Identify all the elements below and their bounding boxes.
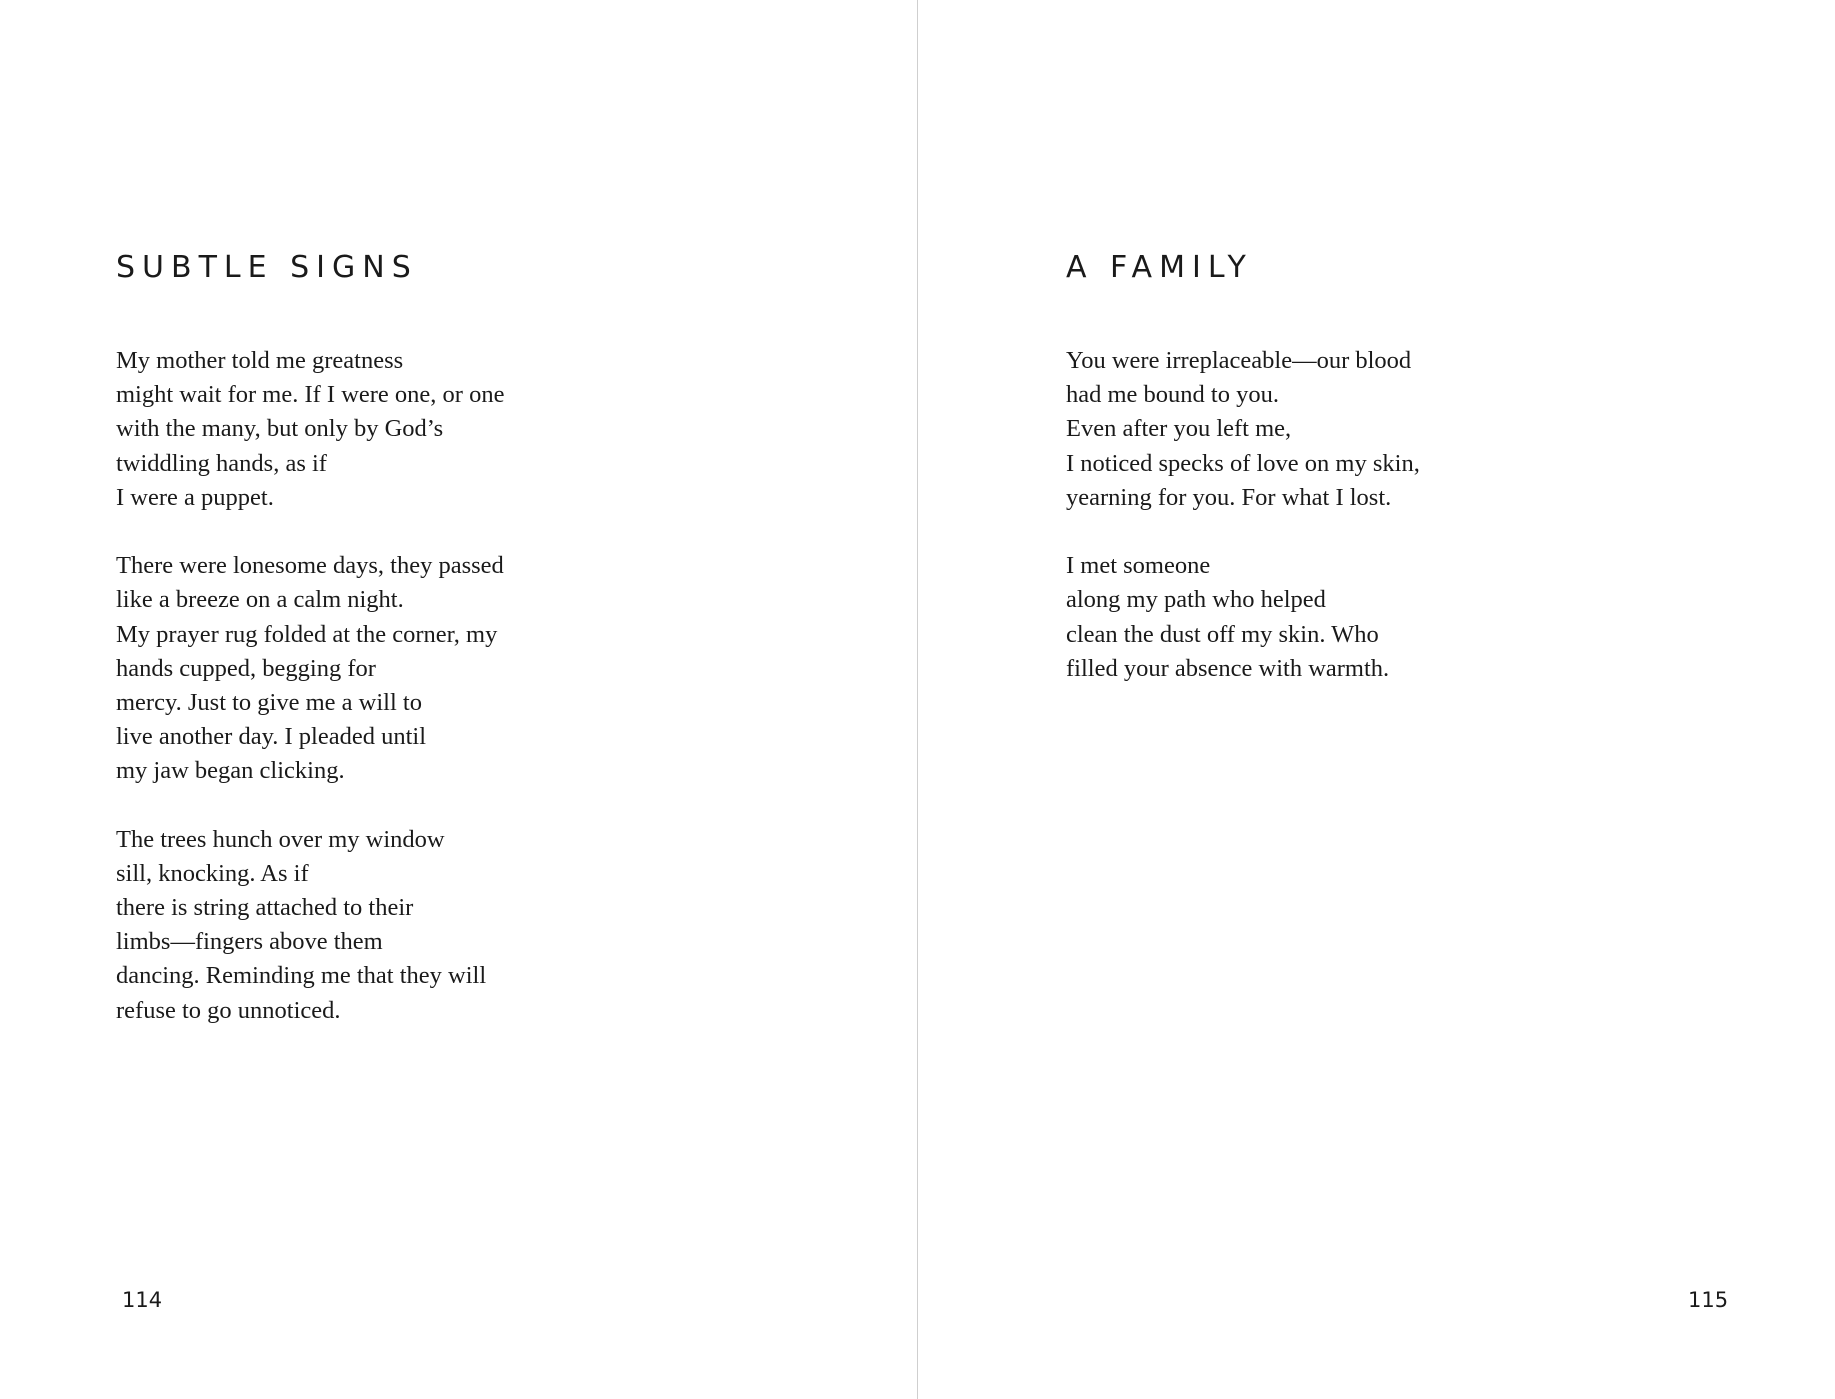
poem-line: limbs—fingers above them: [116, 928, 383, 956]
poem-line: live another day. I pleaded until: [116, 723, 426, 751]
poem-line: I met someone: [1066, 552, 1211, 580]
poem-title: A FAMILY: [1066, 250, 1253, 285]
poem-title: SUBTLE SIGNS: [116, 250, 418, 285]
poem-line: I noticed specks of love on my skin,: [1066, 449, 1420, 477]
poem-line: had me bound to you.: [1066, 381, 1279, 409]
poem-line: My prayer rug folded at the corner, my: [116, 620, 498, 648]
poem-line: clean the dust off my skin. Who: [1066, 620, 1379, 648]
stanza: [116, 549, 504, 788]
poem-line: with the many, but only by God’s: [116, 415, 444, 443]
poem-body: [1066, 344, 1420, 720]
right-page: [918, 0, 1835, 1399]
stanza: [1066, 549, 1420, 686]
stanza: [116, 344, 504, 515]
poem-line: The trees hunch over my window: [116, 825, 445, 853]
poem-line: filled your absence with warmth.: [1066, 654, 1390, 682]
poem-line: sill, knocking. As if: [116, 859, 309, 887]
poem-line: there is string attached to their: [116, 894, 414, 921]
poem-line: my jaw began clicking.: [116, 757, 345, 785]
poem-line: My mother told me greatness: [116, 347, 404, 374]
poem-line: yearning for you. For what I lost.: [1066, 483, 1392, 511]
page-number: 114: [122, 1288, 163, 1312]
poem-line: hands cupped, begging for: [116, 654, 376, 682]
poem-line: There were lonesome days, they passed: [116, 552, 504, 580]
page-number: 115: [1688, 1288, 1729, 1312]
stanza: [116, 823, 504, 1028]
poem-line: dancing. Reminding me that they will: [116, 962, 487, 990]
poem-line: might wait for me. If I were one, or one: [116, 381, 505, 409]
poem-line: You were irreplaceable—our blood: [1066, 347, 1412, 374]
poem-line: refuse to go unnoticed.: [116, 996, 341, 1024]
poem-body: [116, 344, 504, 1062]
stanza: [1066, 344, 1420, 515]
left-page: [0, 0, 917, 1399]
poem-line: like a breeze on a calm night.: [116, 586, 404, 614]
poem-line: I were a puppet.: [116, 483, 274, 511]
poem-line: along my path who helped: [1066, 586, 1326, 614]
poem-line: twiddling hands, as if: [116, 449, 327, 477]
poem-line: mercy. Just to give me a will to: [116, 688, 422, 716]
poem-line: Even after you left me,: [1066, 415, 1292, 443]
